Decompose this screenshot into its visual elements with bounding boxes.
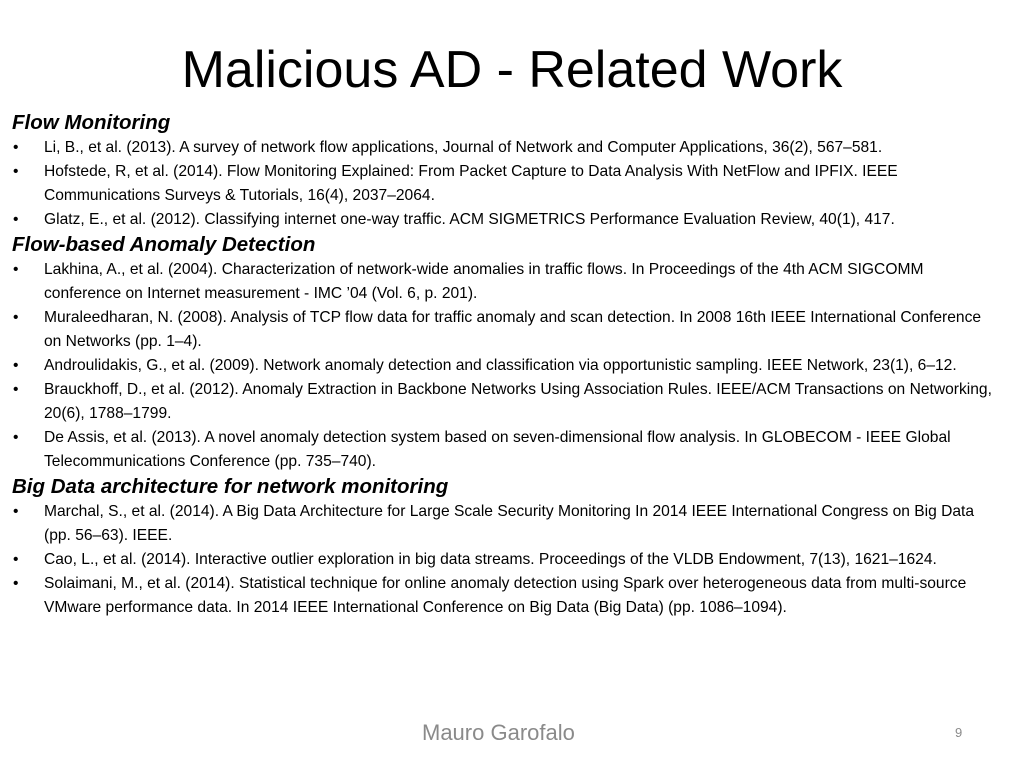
reference-item	[12, 160, 1002, 208]
reference-item	[12, 378, 1002, 426]
reference-text: Androulidakis, G., et al. (2009). Network anomaly detection and classification via opportunistic sampling. IEEE Network, 23(1), 6–12.	[44, 357, 957, 374]
reference-text: Muraleedharan, N. (2008). Analysis of TCP flow data for traffic anomaly and scan detection. In 2008 16th IEEE International Conference on Networks (pp. 1–4).	[44, 309, 982, 350]
references-content	[12, 110, 1002, 620]
reference-item	[12, 136, 1002, 160]
reference-list-anomaly-detection	[12, 258, 1002, 474]
reference-item	[12, 258, 1002, 306]
reference-text: Brauckhoff, D., et al. (2012). Anomaly Extraction in Backbone Networks Using Association Rules. IEEE/ACM Transactions on Networking, 20(6), 1788–1799.	[44, 381, 992, 422]
reference-item	[12, 500, 1002, 548]
reference-item	[12, 306, 1002, 354]
reference-text: Lakhina, A., et al. (2004). Characterization of network-wide anomalies in traffic flows. In Proceedings of the 4th ACM SIGCOMM conference on Internet measurement - IMC ’04 (Vol. 6, p. 201).	[44, 261, 924, 302]
bullet-icon: •	[13, 163, 19, 180]
page-number: 9	[955, 725, 963, 740]
reference-text: Solaimani, M., et al. (2014). Statistical technique for online anomaly detection using Spark over heterogeneous data from multi-source VMware performance data. In 2014 IEEE International Conference on Big Data (Big Data) (pp. 1086–1094).	[44, 575, 967, 616]
bullet-icon: •	[13, 381, 19, 398]
footer-author: Mauro Garofalo	[422, 720, 575, 745]
reference-text: Marchal, S., et al. (2014). A Big Data Architecture for Large Scale Security Monitoring In 2014 IEEE International Congress on Big Data (pp. 56–63). IEEE.	[44, 503, 975, 544]
reference-item	[12, 548, 1002, 572]
bullet-icon: •	[13, 211, 19, 228]
reference-list-flow-monitoring	[12, 136, 1002, 232]
section-heading-flow-based-anomaly-detection: Flow-based Anomaly Detection	[12, 233, 316, 256]
bullet-icon: •	[13, 575, 19, 592]
section-heading-big-data-architecture: Big Data architecture for network monitoring	[12, 475, 449, 498]
bullet-icon: •	[13, 551, 19, 568]
reference-list-big-data	[12, 500, 1002, 620]
reference-text: De Assis, et al. (2013). A novel anomaly detection system based on seven-dimensional flow analysis. In GLOBECOM - IEEE Global Telecommunications Conference (pp. 735–740).	[44, 429, 951, 470]
slide-title: Malicious AD - Related Work	[181, 41, 843, 99]
reference-text: Cao, L., et al. (2014). Interactive outlier exploration in big data streams. Proceedings of the VLDB Endowment, 7(13), 1621–1624.	[44, 551, 937, 568]
reference-text: Hofstede, R, et al. (2014). Flow Monitoring Explained: From Packet Capture to Data Analysis With NetFlow and IPFIX. IEEE Communications Surveys & Tutorials, 16(4), 2037–2064.	[44, 163, 898, 204]
bullet-icon: •	[13, 139, 19, 156]
bullet-icon: •	[13, 503, 19, 520]
bullet-icon: •	[13, 357, 19, 374]
bullet-icon: •	[13, 261, 19, 278]
reference-item	[12, 208, 1002, 232]
reference-item	[12, 426, 1002, 474]
bullet-icon: •	[13, 429, 19, 446]
bullet-icon: •	[13, 309, 19, 326]
section-heading-flow-monitoring: Flow Monitoring	[12, 111, 171, 134]
reference-text: Li, B., et al. (2013). A survey of network flow applications, Journal of Network and Computer Applications, 36(2), 567–581.	[44, 139, 883, 156]
reference-item	[12, 354, 1002, 378]
reference-item	[12, 572, 1002, 620]
reference-text: Glatz, E., et al. (2012). Classifying internet one-way traffic. ACM SIGMETRICS Performance Evaluation Review, 40(1), 417.	[44, 211, 895, 228]
